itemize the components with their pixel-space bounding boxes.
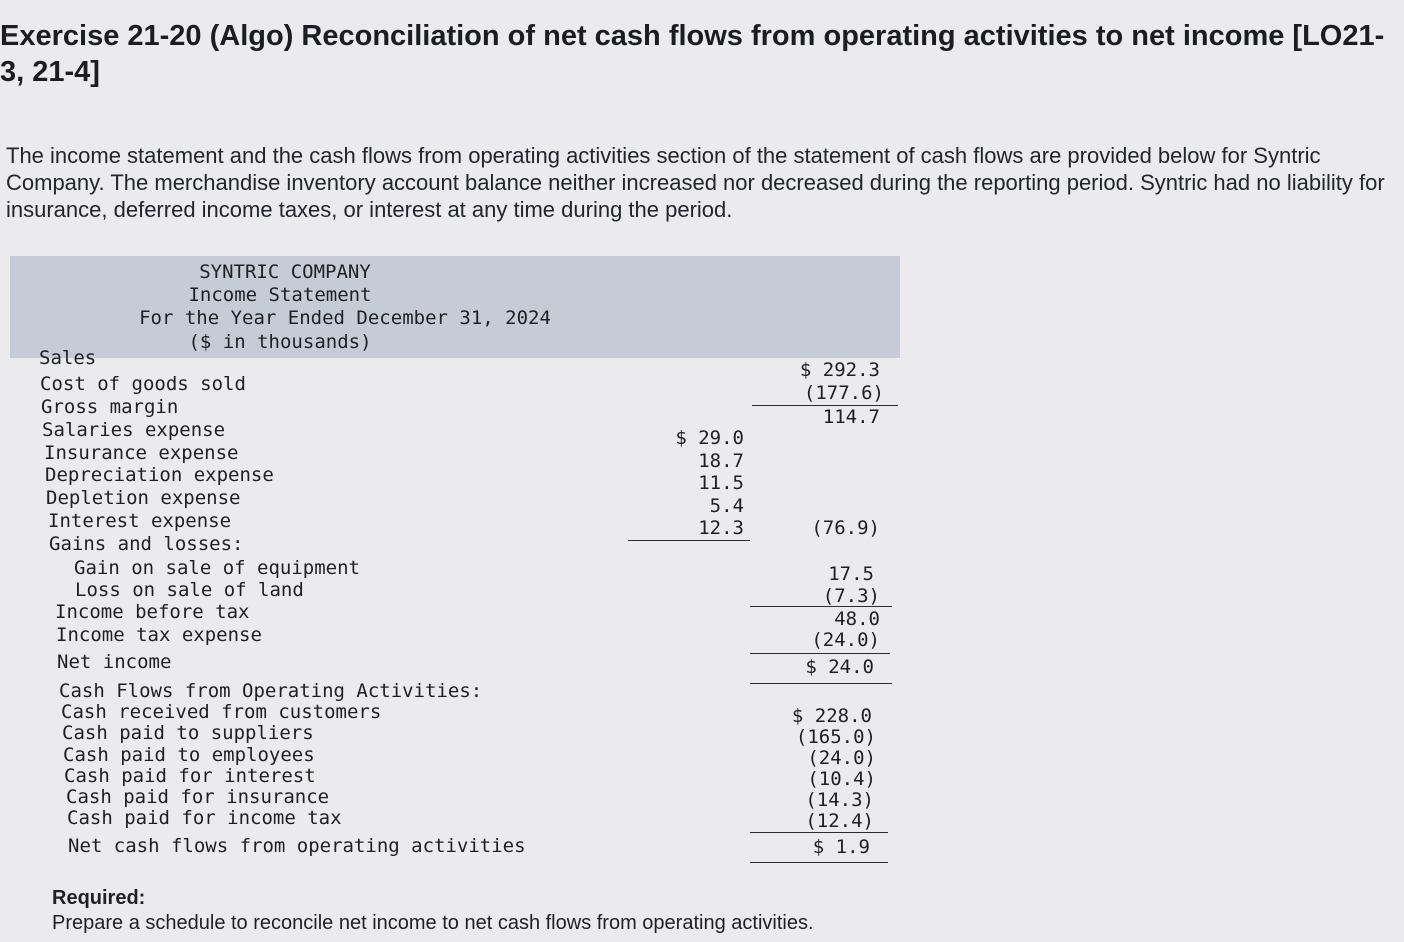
required-text: Prepare a schedule to reconcile net income to net cash flows from operating activities. [52, 912, 814, 934]
sales-label: Sales [39, 347, 97, 369]
cash-income-tax-amount: (12.4) [805, 810, 874, 832]
cogs-label: Cost of goods sold [40, 373, 246, 395]
income-tax-amount: (24.0) [811, 629, 880, 651]
depreciation-amount: 11.5 [698, 472, 744, 494]
company-name: SYNTRIC COMPANY [199, 261, 371, 283]
suppliers-amount: (165.0) [795, 726, 876, 748]
gain-equipment-amount: 17.5 [828, 563, 874, 585]
income-before-tax-label: Income before tax [55, 601, 250, 623]
interest-label: Interest expense [48, 510, 232, 532]
cash-interest-label: Cash paid for interest [64, 765, 316, 787]
net-income-double-rule [750, 683, 892, 684]
gains-losses-label: Gains and losses: [49, 533, 244, 555]
salaries-label: Salaries expense [42, 419, 226, 441]
loss-land-amount: (7.3) [822, 585, 880, 607]
cash-interest-amount: (10.4) [807, 768, 876, 790]
interest-amount: 12.3 [698, 517, 744, 539]
cash-flow-heading: Cash Flows from Operating Activities: [59, 680, 483, 702]
gross-margin-label: Gross margin [41, 396, 179, 418]
income-tax-label: Income tax expense [56, 624, 262, 646]
gain-equipment-label: Gain on sale of equipment [74, 557, 360, 579]
insurance-amount: 18.7 [698, 450, 744, 472]
cash-insurance-amount: (14.3) [805, 789, 874, 811]
cash-income-tax-label: Cash paid for income tax [67, 807, 342, 829]
depreciation-label: Depreciation expense [45, 464, 274, 486]
total-expenses-amount: (76.9) [811, 517, 880, 539]
net-income-amount: $ 24.0 [805, 656, 874, 678]
employees-amount: (24.0) [807, 747, 876, 769]
cogs-amount: (177.6) [803, 382, 884, 404]
expenses-subtotal-rule [628, 540, 750, 541]
salaries-amount: $ 29.0 [675, 427, 744, 449]
gross-margin-amount: 114.7 [822, 406, 880, 428]
cash-insurance-label: Cash paid for insurance [66, 786, 330, 808]
customers-label: Cash received from customers [61, 701, 382, 723]
statement-period: For the Year Ended December 31, 2024 [139, 307, 551, 329]
statement-name: Income Statement [188, 284, 372, 306]
net-cash-rule [750, 832, 888, 833]
sales-amount: $ 292.3 [799, 359, 880, 381]
net-cash-label: Net cash flows from operating activities [68, 835, 526, 857]
net-cash-amount: $ 1.9 [812, 836, 870, 858]
depletion-amount: 5.4 [709, 495, 744, 517]
suppliers-label: Cash paid to suppliers [62, 722, 314, 744]
loss-land-label: Loss on sale of land [75, 579, 304, 601]
exercise-title: Exercise 21-20 (Algo) Reconciliation of net cash flows from operating activities to net income [LO21-3, 21-4] [0, 20, 1385, 88]
income-before-tax-rule [750, 606, 892, 607]
net-income-label: Net income [57, 651, 172, 673]
required-section [52, 886, 814, 936]
statement-units: ($ in thousands) [188, 331, 372, 353]
required-heading: Required: [52, 887, 146, 909]
employees-label: Cash paid to employees [63, 744, 315, 766]
net-cash-double-rule [750, 862, 888, 863]
insurance-label: Insurance expense [44, 442, 239, 464]
customers-amount: $ 228.0 [791, 705, 872, 727]
net-income-rule [750, 653, 890, 654]
income-before-tax-amount: 48.0 [834, 608, 880, 630]
depletion-label: Depletion expense [46, 487, 241, 509]
exercise-intro: The income statement and the cash flows from operating activities section of the statement of cash flows are provided below for Syntric Company. The merchandise inventory account balance neither increased nor decreased during the reporting period. Syntric had no liability for insurance, deferred income taxes, or interest at any time during the period. [6, 143, 1385, 222]
